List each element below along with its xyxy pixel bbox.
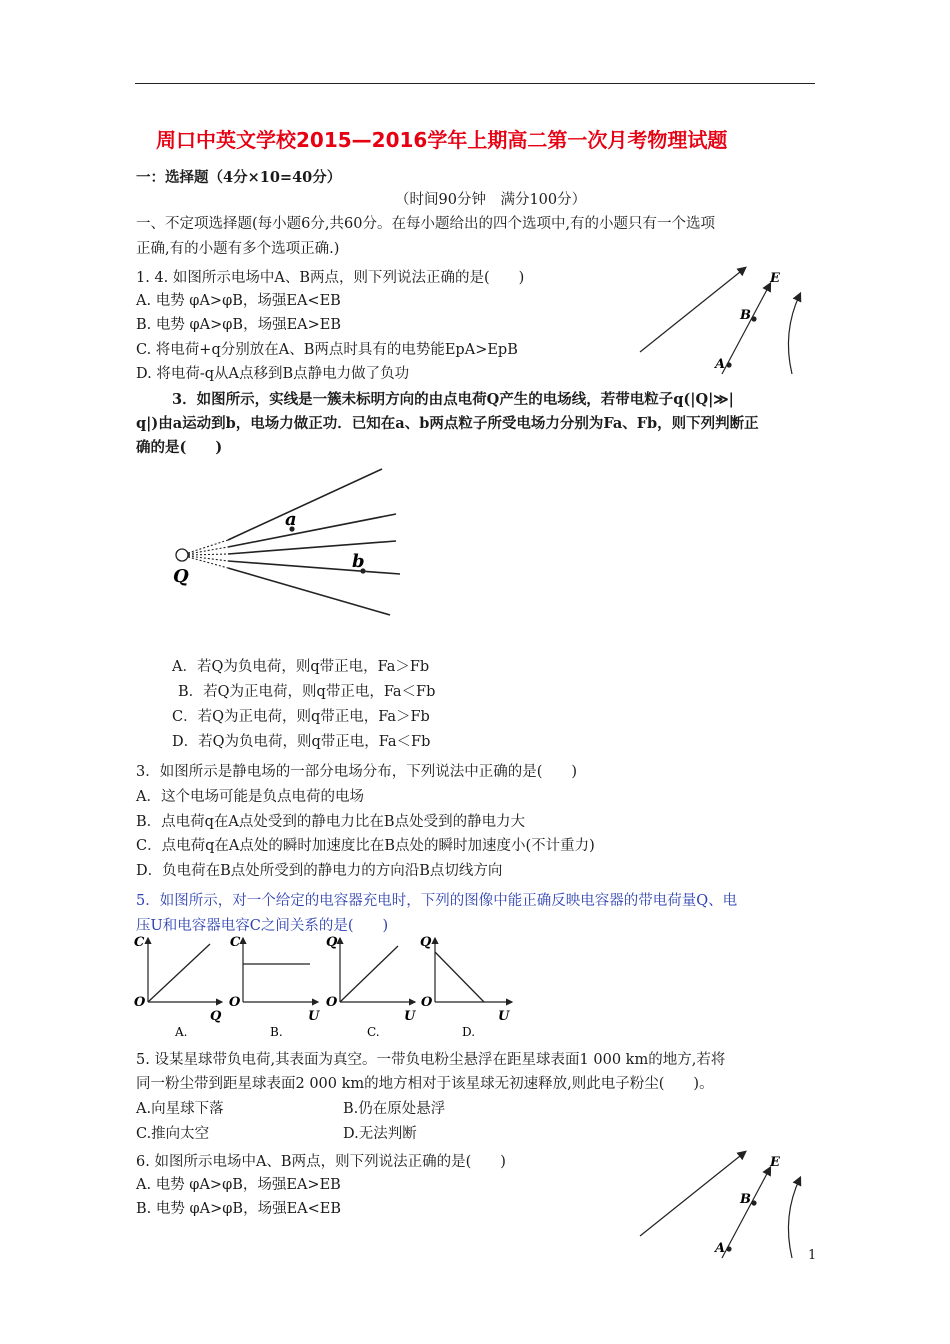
question-stem: q|)由a运动到b，电场力做正功．已知在a、b两点粒子所受电场力分别为Fa、Fb，则下列判断正	[136, 415, 759, 432]
option-c: C. 将电荷+q分别放在A、B两点时具有的电势能EpA>EpB	[136, 342, 518, 358]
label-b: b	[352, 551, 365, 572]
label-q: Q	[173, 566, 189, 587]
point-b-dot	[751, 316, 756, 321]
question-stem: 6. 如图所示电场中A、B两点，则下列说法正确的是( )	[136, 1154, 506, 1170]
option-b: B．点电荷q在A点处受到的静电力比在B点处受到的静电力大	[136, 814, 526, 830]
graph-d-label: D.	[462, 1025, 476, 1039]
graph-a-label: A.	[175, 1025, 188, 1039]
label-a: A	[715, 357, 726, 372]
option-b: B.仍在原处悬浮	[343, 1101, 446, 1117]
page-number: 1	[808, 1248, 817, 1263]
option-a: A．这个电场可能是负点电荷的电场	[136, 789, 364, 805]
section-heading: 一：选择题（4分×10=40分）	[136, 169, 342, 186]
time-info: （时间90分钟 满分100分）	[395, 192, 587, 208]
point-b-dot	[751, 1200, 756, 1205]
option-c: C．点电荷q在A点处的瞬时加速度比在B点处的瞬时加速度小(不计重力)	[136, 838, 595, 854]
graph-d-x-label: U	[498, 1009, 510, 1024]
label-e: E	[770, 1155, 780, 1170]
graph-d	[420, 935, 512, 1039]
graph-b-origin: O	[229, 995, 241, 1010]
capacitor-graphs	[130, 930, 530, 1045]
graph-b	[229, 935, 320, 1039]
field-line-figure	[630, 1146, 810, 1266]
option-b: B. 电势 φA>φB，场强EA>EB	[136, 317, 342, 333]
exam-title: 周口中英文学校2015—2016学年上期高二第一次月考物理试题	[156, 128, 728, 152]
label-b: B	[740, 1192, 751, 1207]
option-d: D.无法判断	[343, 1126, 417, 1142]
option-a: A. 电势 φA>φB，场强EA<EB	[136, 293, 341, 309]
graph-b-x-label: U	[308, 1009, 320, 1024]
option-c: C．若Q为正电荷，则q带正电，Fa＞Fb	[172, 709, 430, 725]
question-stem: 压U和电容器电容C之间关系的是( )	[136, 918, 389, 934]
graph-b-label: B.	[270, 1025, 283, 1039]
graph-a	[134, 935, 222, 1039]
instruction-line: 一、不定项选择题(每小题6分,共60分。在每小题给出的四个选项中,有的小题只有一个选项	[136, 216, 716, 232]
option-d: D．若Q为负电荷，则q带正电，Fa＜Fb	[172, 734, 431, 750]
label-a: a	[285, 509, 297, 530]
question-stem: 确的是( )	[136, 439, 223, 456]
option-a: A．若Q为负电荷，则q带正电，Fa＞Fb	[172, 659, 430, 675]
graph-d-y-label: Q	[420, 935, 432, 950]
question-stem: 5．如图所示，对一个给定的电容器充电时，下列的图像中能正确反映电容器的带电荷量Q、电	[136, 893, 738, 909]
option-a: A.向星球下落	[136, 1101, 224, 1117]
label-a: A	[715, 1241, 726, 1256]
graph-a-x-label: Q	[210, 1009, 222, 1024]
option-d: D. 将电荷-q从A点移到B点静电力做了负功	[136, 366, 410, 382]
field-line-figure	[630, 262, 810, 382]
graph-a-origin: O	[134, 995, 146, 1010]
option-b: B. 电势 φA>φB，场强EA<EB	[136, 1201, 342, 1217]
graph-a-y-label: C	[134, 935, 145, 950]
graph-d-origin: O	[421, 995, 433, 1010]
question-stem: 同一粉尘带到距星球表面2 000 km的地方相对于该星球无初速释放,则此电子粉尘( )。	[136, 1076, 714, 1092]
question-stem: 3．如图所示，实线是一簇未标明方向的由点电荷Q产生的电场线，若带电粒子q(|Q|≫|	[172, 391, 734, 408]
question-stem: 5. 设某星球带负电荷,其表面为真空。一带负电粉尘悬浮在距星球表面1 000 km的地方,若将	[136, 1052, 726, 1068]
graph-c	[326, 935, 416, 1039]
label-b: B	[740, 308, 751, 323]
label-e: E	[770, 271, 780, 286]
question-stem: 3．如图所示是静电场的一部分电场分布，下列说法中正确的是( )	[136, 764, 578, 780]
option-a: A. 电势 φA>φB，场强EA>EB	[136, 1177, 341, 1193]
graph-b-y-label: C	[230, 935, 241, 950]
graph-c-origin: O	[326, 995, 338, 1010]
option-b: B．若Q为正电荷，则q带正电，Fa＜Fb	[178, 684, 436, 700]
question-stem: 1. 4. 如图所示电场中A、B两点，则下列说法正确的是( )	[136, 270, 525, 286]
charge-q-circle	[176, 549, 188, 561]
instruction-line: 正确,有的小题有多个选项正确.)	[136, 241, 340, 257]
graph-c-x-label: U	[404, 1009, 416, 1024]
point-charge-figure	[170, 460, 410, 590]
option-d: D．负电荷在B点处所受到的静电力的方向沿B点切线方向	[136, 863, 503, 879]
header-rule	[135, 83, 815, 84]
graph-c-label: C.	[367, 1025, 380, 1039]
point-a-dot	[726, 1246, 731, 1251]
option-c: C.推向太空	[136, 1126, 210, 1142]
graph-c-y-label: Q	[326, 935, 338, 950]
point-a-dot	[726, 362, 731, 367]
